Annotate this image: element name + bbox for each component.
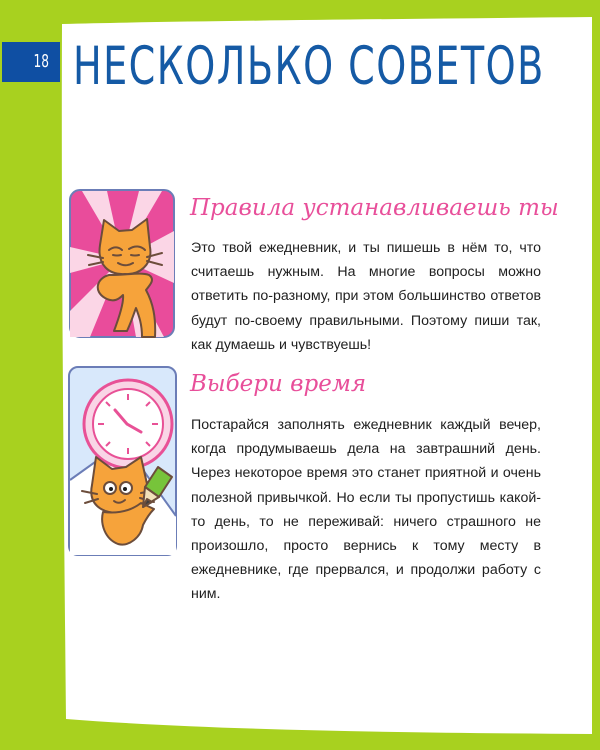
section-text-time: Постарайся заполнять ежедневник каждый вечер, когда продумываешь дела на завтрашний день. Через некоторое время это станет приятной и очень полезной привычкой. Но если ты пропустишь какой-то день, то не переживай: ничего страшного не произошло, просто вернись к тому месту в ежедневнике, где прервался, и продолжи работу с ним.	[191, 417, 541, 603]
page-number: 18	[33, 51, 49, 72]
section-title-rules: Правила устанавливаешь ты	[190, 195, 559, 221]
cat-mascot-illustration	[69, 189, 175, 338]
page-title: НЕСКОЛЬКО СОВЕТОВ	[73, 36, 545, 97]
section-title-time: Выбери время	[190, 371, 367, 397]
cat-clock-pencil-illustration	[68, 366, 177, 556]
section-text-rules: Это твой ежедневник, и ты пишешь в нём то, что считаешь нужным. На многие вопросы можно ответить по-разному, при этом большинство ответов будут по-своему правильными. Поэтому пиши так, как думаешь и чувствуешь!	[191, 240, 541, 353]
